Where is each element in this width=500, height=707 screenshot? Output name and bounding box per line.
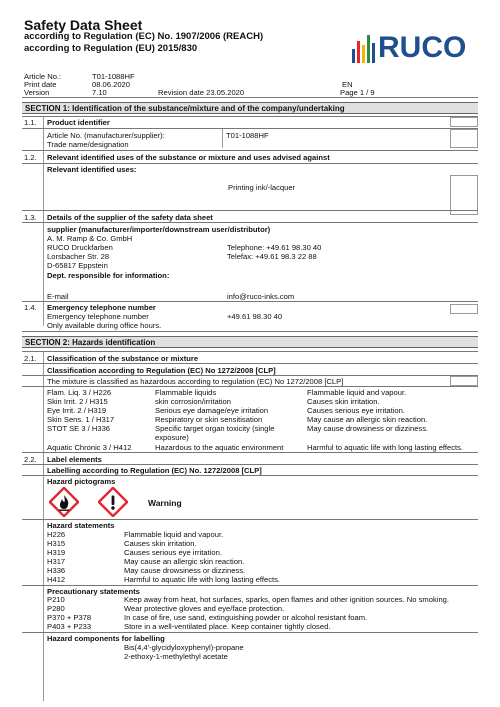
hazard-statement-text: Harmful to aquatic life with long lasting effects. [124,575,281,584]
revision-date: Revision date 23.05.2020 [158,88,245,97]
section-1-header: SECTION 1: Identification of the substance/mixture and of the company/undertaking [22,102,478,114]
precautionary-statement-code: P370 + P378 [47,613,92,622]
email-value: info@ruco-inks.com [227,292,295,301]
section-1-1-number: 1.1. [24,118,37,127]
supplier-telefax: Telefax: +49.61 98.3 22 88 [227,252,317,261]
precautionary-statement-code: P210 [47,595,65,604]
email-label: E-mail [47,292,69,301]
supplier-details-heading: Details of the supplier of the safety data sheet [47,213,213,222]
section-2-2-number: 2.2. [24,455,37,464]
identified-use-value: Printing ink/-lacquer [228,183,296,192]
hazard-statement-text: Causes skin irritation. [124,539,197,548]
hazard-statement-code: H336 [47,566,66,575]
hazard-statement-code: H315 [47,539,66,548]
mixture-classified-note: The mixture is classified as hazardous according to regulation (EC) No 1272/2008 [CLP] [47,377,344,386]
supplier-street: Lorsbacher Str. 28 [47,252,110,261]
emergency-phone-label: Emergency telephone number [47,312,149,321]
clp-classification-subheading: Classification according to Regulation (EC) No 1272/2008 [CLP] [47,366,276,375]
classification-cell: Eye Irrit. 2 / H319 [47,406,107,415]
hazard-component: 2-ethoxy-1-methylethyl acetate [124,652,228,661]
supplier-name: A. M. Ramp & Co. GmbH [47,234,133,243]
hazard-statement-text: May cause drowsiness or dizziness. [124,566,246,575]
classification-cell: Flam. Liq. 3 / H226 [47,388,112,397]
hazard-statement-text: Causes serious eye irritation. [124,548,222,557]
hazard-pictograms-heading: Hazard pictograms [47,477,116,486]
article-label: Article No.: [24,72,62,81]
hazard-statement-text: May cause an allergic skin reaction. [124,557,245,566]
classification-cell: skin corrosion/irritation [155,397,231,406]
classification-cell: Flammable liquids [155,388,217,397]
precautionary-statements-heading: Precautionary statements [47,587,140,596]
dept-responsible-heading: Dept. responsible for information: [47,271,170,280]
classification-cell: Hazardous to the aquatic environment [155,443,284,452]
article-no-label: Article No. (manufacturer/supplier): [47,131,165,140]
hazard-statement-code: H319 [47,548,66,557]
logo-wordmark: RUCO [378,31,467,65]
section-1-2-number: 1.2. [24,153,37,162]
ruco-logo [352,26,478,70]
label-elements-heading: Label elements [47,455,102,464]
supplier-city: D-65817 Eppstein [47,261,108,270]
article-no-value: T01-1088HF [226,131,269,140]
document-subtitle-reach: according to Regulation (EC) No. 1907/2006 (REACH) [24,31,264,42]
supplier-subheading: supplier (manufacturer/importer/downstream user/distributor) [47,225,271,234]
page-number: Page 1 / 9 [340,88,375,97]
precautionary-statement-code: P403 + P233 [47,622,92,631]
precautionary-statement-text: Store in a well-ventilated place. Keep container tightly closed. [124,622,331,631]
classification-cell: Flammable liquid and vapour. [307,388,407,397]
trade-name-label: Trade name/designation [47,140,129,149]
product-identifier-heading: Product identifier [47,118,110,127]
logo-bars-icon [352,33,375,63]
relevant-uses-subheading: Relevant identified uses: [47,165,137,174]
hazard-components-heading: Hazard components for labelling [47,634,165,643]
classification-cell: May cause drowsiness or dizziness. [307,424,429,433]
precautionary-statement-text: In case of fire, use sand, extinguishing powder or alcohol resistant foam. [124,613,368,622]
classification-cell: exposure) [155,433,189,442]
section-2-1-number: 2.1. [24,354,37,363]
flame-pictogram-icon [49,487,79,517]
signal-word: Warning [148,498,182,508]
classification-cell: Causes skin irritation. [307,397,380,406]
print-date-label: Print date [24,80,57,89]
article-value: T01-1088HF [92,72,135,81]
precautionary-statement-text: Wear protective gloves and eye/face protection. [124,604,285,613]
section-1-3-number: 1.3. [24,213,37,222]
language-code: EN [342,80,353,89]
classification-cell: May cause an allergic skin reaction. [307,415,428,424]
classification-cell: Respiratory or skin sensitisation [155,415,263,424]
document-subtitle-eu: according to Regulation (EU) 2015/830 [24,43,198,54]
hazard-statement-code: H226 [47,530,66,539]
classification-cell: STOT SE 3 / H336 [47,424,111,433]
classification-cell: Serious eye damage/eye irritation [155,406,269,415]
classification-cell: Causes serious eye irritation. [307,406,405,415]
print-date-value: 08.06.2020 [92,80,131,89]
precautionary-statement-code: P280 [47,604,65,613]
supplier-division: RUCO Druckfarben [47,243,113,252]
identified-uses-heading: Relevant identified uses of the substance or mixture and uses advised against [47,153,330,162]
clp-labelling-subheading: Labelling according to Regulation (EC) No. 1272/2008 [CLP] [47,466,262,475]
classification-cell: Harmful to aquatic life with long lasting effects. [307,443,464,452]
classification-heading: Classification of the substance or mixture [47,354,199,363]
precautionary-statement-text: Keep away from heat, hot surfaces, sparks, open flames and other ignition sources. No smoking. [124,595,450,604]
section-1-4-number: 1.4. [24,303,37,312]
emergency-phone-value: +49.61 98.30 40 [227,312,283,321]
hazard-statements-heading: Hazard statements [47,521,115,530]
section-2-header: SECTION 2: Hazards identification [22,336,478,348]
version-label: Version [24,88,50,97]
hazard-statement-text: Flammable liquid and vapour. [124,530,224,539]
emergency-phone-heading: Emergency telephone number [47,303,156,312]
document-title: Safety Data Sheet [24,17,143,33]
supplier-telephone: Telephone: +49.61 98.30 40 [227,243,322,252]
version-value: 7.10 [92,88,107,97]
classification-cell: Skin Irrit. 2 / H315 [47,397,108,406]
classification-cell: Specific target organ toxicity (single [155,424,275,433]
hazard-statement-code: H317 [47,557,66,566]
emergency-phone-note: Only available during office hours. [47,321,162,330]
exclamation-pictogram-icon [98,487,128,517]
classification-cell: Aquatic Chronic 3 / H412 [47,443,132,452]
classification-cell: Skin Sens. 1 / H317 [47,415,115,424]
hazard-component: Bis(4,4'-glycidyloxyphenyl)-propane [124,643,244,652]
hazard-statement-code: H412 [47,575,66,584]
